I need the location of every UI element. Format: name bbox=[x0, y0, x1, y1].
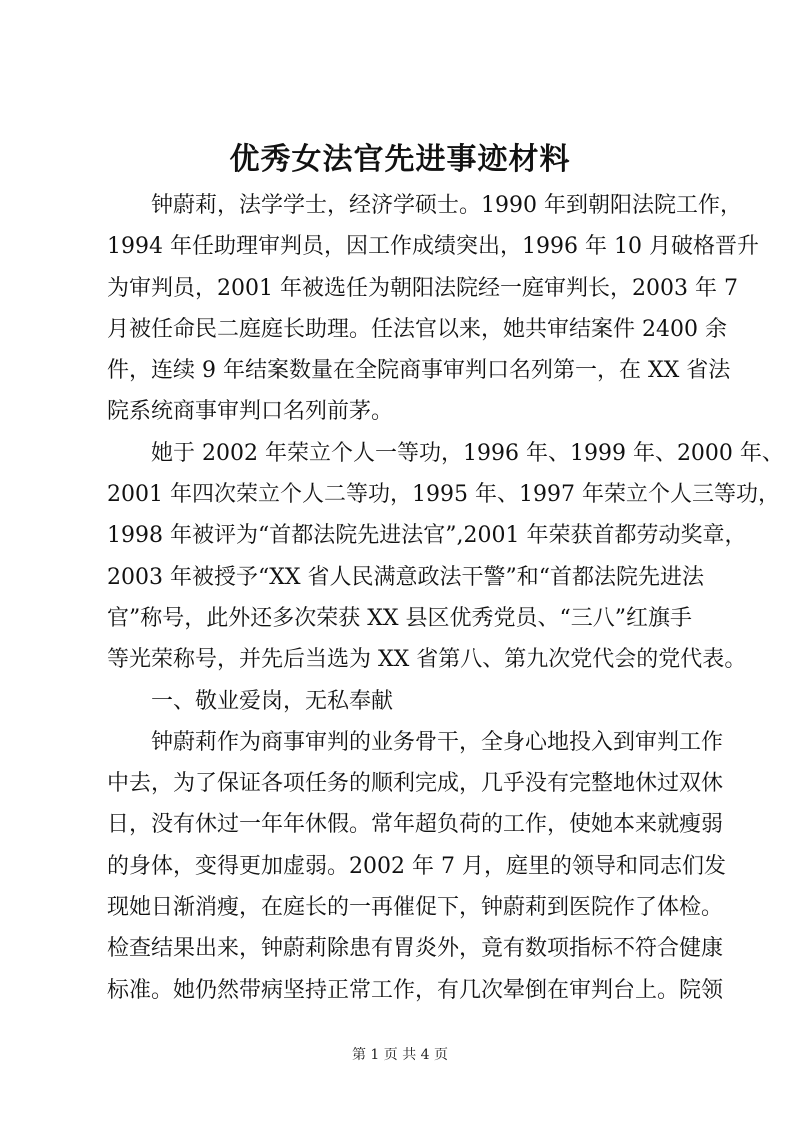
text-line: 2003 年被授予“XX 省人民满意政法干警”和“首都法院先进法 bbox=[107, 564, 705, 590]
paragraph-dedication bbox=[107, 722, 726, 1011]
paragraph-bio bbox=[107, 185, 759, 433]
text-line: 钟蔚莉作为商事审判的业务骨干，全身心地投入到审判工作 bbox=[151, 729, 724, 755]
section-heading: 一、敬业爱岗，无私奉献 bbox=[151, 688, 394, 714]
text-line: 等光荣称号，并先后当选为 XX 省第八、第九次党代会的党代表。 bbox=[107, 647, 747, 673]
text-line: 1994 年任助理审判员，因工作成绩突出，1996 年 10 月破格晋升 bbox=[107, 234, 759, 260]
text-line: 件，连续 9 年结案数量在全院商事审判口名列第一，在 XX 省法 bbox=[107, 358, 731, 384]
text-line: 标准。她仍然带病坚持正常工作，有几次晕倒在审判台上。院领 bbox=[107, 977, 724, 1003]
text-line: 2001 年四次荣立个人二等功，1995 年、1997 年荣立个人三等功， bbox=[107, 482, 780, 508]
paragraph-honors bbox=[107, 433, 784, 681]
text-line: 院系统商事审判口名列前茅。 bbox=[107, 399, 394, 425]
text-line: 现她日渐消瘦，在庭长的一再催促下，钟蔚莉到医院作了体检。 bbox=[107, 895, 724, 921]
text-line: 1998 年被评为“首都法院先进法官”,2001 年荣获首都劳动奖章， bbox=[107, 523, 747, 549]
text-line: 为审判员，2001 年被选任为朝阳法院经一庭审判长，2003 年 7 bbox=[107, 275, 738, 301]
text-line: 月被任命民二庭庭长助理。任法官以来，她共审结案件 2400 余 bbox=[107, 316, 727, 342]
text-line: 日，没有休过一年年休假。常年超负荷的工作，使她本来就瘦弱 bbox=[107, 812, 724, 838]
text-line: 检查结果出来，钟蔚莉除患有胃炎外，竟有数项指标不符合健康 bbox=[107, 936, 724, 962]
text-line: 中去，为了保证各项任务的顺利完成，几乎没有完整地休过双休 bbox=[107, 771, 724, 797]
text-line: 官”称号，此外还多次荣获 XX 县区优秀党员、“三八”红旗手 bbox=[107, 605, 693, 631]
text-line: 她于 2002 年荣立个人一等功，1996 年、1999 年、2000 年、 bbox=[151, 440, 784, 466]
page-footer: 第 1 页 共 4 页 bbox=[351, 1047, 449, 1063]
text-line: 钟蔚莉，法学学士，经济学硕士。1990 年到朝阳法院工作， bbox=[151, 193, 742, 218]
text-line: 的身体，变得更加虚弱。2002 年 7 月，庭里的领导和同志们发 bbox=[107, 853, 726, 879]
document-body bbox=[107, 185, 784, 1011]
document-title: 优秀女法官先进事迹材料 bbox=[229, 142, 571, 177]
